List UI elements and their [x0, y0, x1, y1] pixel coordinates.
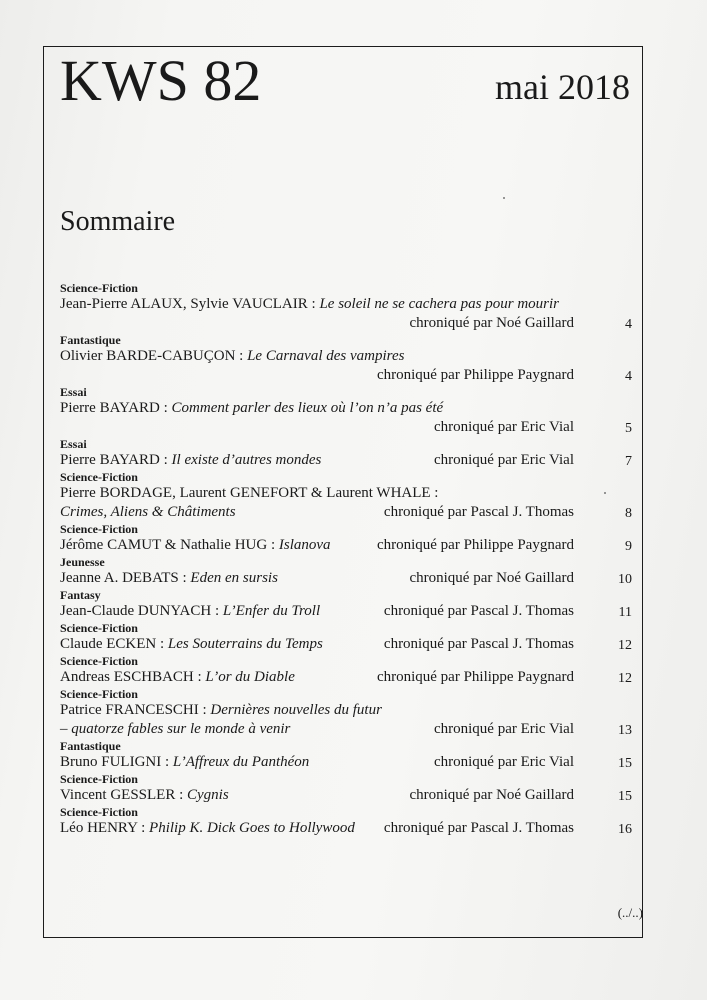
contents-entry	[60, 555, 634, 588]
entry-genre: Jeunesse	[60, 555, 105, 569]
contents-entry	[60, 654, 634, 687]
entry-page-number: 11	[618, 605, 632, 620]
entry-page-number: 4	[625, 369, 632, 384]
entry-genre: Science-Fiction	[60, 522, 138, 536]
entry-reviewer: chroniqué par Philippe Paygnard	[376, 669, 574, 685]
entry-reviewer: chroniqué par Eric Vial	[433, 721, 574, 737]
contents-entry	[60, 805, 634, 838]
entry-genre: Science-Fiction	[60, 772, 138, 786]
entry-title: Philip K. Dick Goes to Hollywood	[149, 820, 355, 836]
entry-line	[60, 366, 634, 385]
entry-title: Il existe d’autres mondes	[171, 452, 322, 468]
contents-entry	[60, 588, 634, 621]
entry-reviewer: chroniqué par Pascal J. Thomas	[383, 820, 574, 836]
entry-authors: Vincent GESSLER :	[60, 787, 188, 803]
entry-title: Dernières nouvelles du futur	[210, 702, 382, 718]
contents-entry	[60, 470, 634, 522]
entry-page-number: 15	[618, 756, 632, 771]
entry-reviewer: chroniqué par Noé Gaillard	[409, 787, 574, 803]
entry-line	[60, 451, 634, 470]
entry-title-continued: Crimes, Aliens & Châtiments	[60, 504, 236, 520]
contents-entry	[60, 687, 634, 739]
entry-title: Le soleil ne se cachera pas pour mourir	[319, 296, 559, 312]
entry-reviewer: chroniqué par Noé Gaillard	[409, 570, 574, 586]
entry-page-number: 12	[618, 638, 632, 653]
entry-reviewer: chroniqué par Eric Vial	[433, 419, 574, 435]
entry-page-number: 15	[618, 789, 632, 804]
entry-genre: Fantastique	[60, 333, 121, 347]
entry-genre: Science-Fiction	[60, 470, 138, 484]
entry-genre: Essai	[60, 385, 87, 399]
entry-authors: Andreas ESCHBACH :	[60, 669, 206, 685]
entry-line	[60, 720, 634, 739]
entry-authors: Pierre BORDAGE, Laurent GENEFORT & Laurent WHALE :	[60, 485, 439, 501]
contents-entry	[60, 621, 634, 654]
paper-speck	[503, 197, 505, 199]
entry-title-continued: – quatorze fables sur le monde à venir	[60, 721, 291, 737]
entry-genre: Fantasy	[60, 588, 101, 602]
entry-authors: Jérôme CAMUT & Nathalie HUG :	[60, 537, 279, 553]
entry-page-number: 12	[618, 671, 632, 686]
contents-entry	[60, 437, 634, 470]
entry-authors: Jeanne A. DEBATS :	[60, 570, 191, 586]
entry-line	[60, 347, 634, 366]
entry-reviewer: chroniqué par Philippe Paygnard	[376, 367, 574, 383]
entry-title: Islanova	[278, 537, 331, 553]
entry-page-number: 4	[625, 317, 632, 332]
entry-line	[60, 753, 634, 772]
issue-date: mai 2018	[495, 67, 630, 107]
entry-authors: Pierre BAYARD :	[60, 452, 172, 468]
entry-page-number: 5	[625, 421, 632, 436]
entry-page-number: 7	[625, 454, 632, 469]
entry-genre: Science-Fiction	[60, 654, 138, 668]
entry-line	[60, 786, 634, 805]
entry-authors: Pierre BAYARD :	[60, 400, 172, 416]
contents-entry	[60, 739, 634, 772]
entry-genre: Essai	[60, 437, 87, 451]
entry-reviewer: chroniqué par Noé Gaillard	[409, 315, 574, 331]
magazine-title: KWS 82	[60, 48, 262, 113]
entry-authors: Jean-Pierre ALAUX, Sylvie VAUCLAIR :	[60, 296, 320, 312]
entry-page-number: 13	[618, 723, 632, 738]
entry-line	[60, 635, 634, 654]
entry-authors: Jean-Claude DUNYACH :	[60, 603, 223, 619]
entry-reviewer: chroniqué par Eric Vial	[433, 452, 574, 468]
contents-entry	[60, 385, 634, 437]
entry-reviewer: chroniqué par Pascal J. Thomas	[383, 636, 574, 652]
entry-line	[60, 399, 634, 418]
entry-title: Eden en sursis	[190, 570, 278, 586]
entry-line	[60, 668, 634, 687]
entry-page-number: 8	[625, 506, 632, 521]
entry-title: Le Carnaval des vampires	[247, 348, 405, 364]
entry-authors: Léo HENRY :	[60, 820, 150, 836]
entry-title: L’Affreux du Panthéon	[172, 754, 310, 770]
entry-reviewer: chroniqué par Eric Vial	[433, 754, 574, 770]
entry-reviewer: chroniqué par Pascal J. Thomas	[383, 603, 574, 619]
entry-page-number: 16	[618, 822, 632, 837]
entry-authors: Patrice FRANCESCHI :	[60, 702, 211, 718]
entry-authors: Olivier BARDE-CABUÇON :	[60, 348, 248, 364]
entry-authors: Bruno FULIGNI :	[60, 754, 173, 770]
entry-line	[60, 701, 634, 720]
entry-line	[60, 418, 634, 437]
entry-title: L’Enfer du Troll	[222, 603, 321, 619]
entry-line	[60, 314, 634, 333]
entry-reviewer: chroniqué par Philippe Paygnard	[376, 537, 574, 553]
entry-title: Cygnis	[187, 787, 229, 803]
entry-genre: Science-Fiction	[60, 281, 138, 295]
entry-title: Comment parler des lieux où l’on n’a pas été	[171, 400, 444, 416]
entry-title: Les Souterrains du Temps	[167, 636, 323, 652]
contents-entry	[60, 281, 634, 333]
entry-genre: Fantastique	[60, 739, 121, 753]
entry-genre: Science-Fiction	[60, 805, 138, 819]
continued-marker: (../..)	[617, 905, 643, 920]
entry-line	[60, 295, 634, 314]
contents-entry	[60, 522, 634, 555]
entry-page-number: 9	[625, 539, 632, 554]
entry-line	[60, 819, 634, 838]
entry-authors: Claude ECKEN :	[60, 636, 168, 652]
contents-entry	[60, 333, 634, 385]
paper-speck	[604, 492, 606, 494]
entry-line	[60, 503, 634, 522]
entry-reviewer: chroniqué par Pascal J. Thomas	[383, 504, 574, 520]
entry-line	[60, 602, 634, 621]
contents-list	[60, 281, 634, 838]
entry-line	[60, 484, 634, 503]
entry-genre: Science-Fiction	[60, 687, 138, 701]
entry-genre: Science-Fiction	[60, 621, 138, 635]
entry-line	[60, 536, 634, 555]
entry-page-number: 10	[618, 572, 632, 587]
entry-line	[60, 569, 634, 588]
contents-heading: Sommaire	[60, 206, 176, 237]
entry-title: L’or du Diable	[205, 669, 295, 685]
contents-entry	[60, 772, 634, 805]
